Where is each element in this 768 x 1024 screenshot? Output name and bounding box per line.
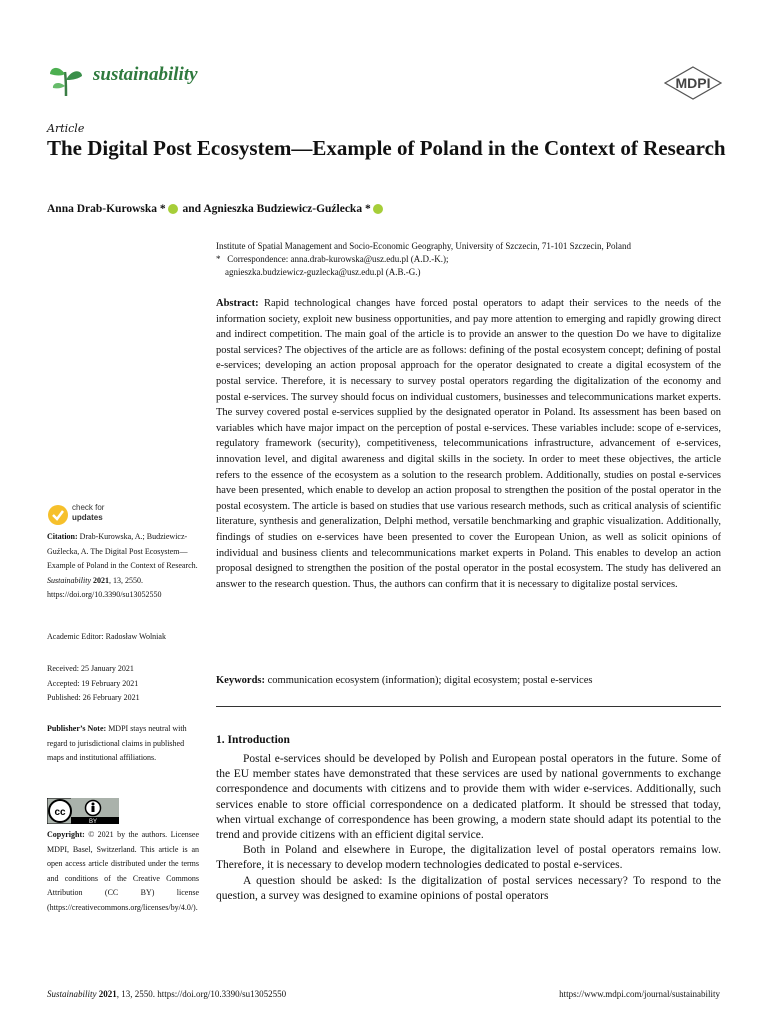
check-updates-line1: check for: [72, 503, 105, 512]
cc-by-license-icon[interactable]: [47, 798, 119, 824]
copyright-label: Copyright:: [47, 830, 85, 839]
correspondence-line: agnieszka.budziewicz-guzlecka@usz.edu.pl (A.B.-G.): [225, 267, 421, 277]
check-updates-icon: [47, 504, 69, 526]
keywords-label: Keywords:: [216, 675, 265, 686]
publisher-label: MDPI: [675, 75, 711, 91]
check-updates-line2: updates: [72, 513, 103, 522]
accepted-date: Accepted: 19 February 2021: [47, 678, 139, 688]
article-type: Article: [47, 122, 85, 135]
footer-year: 2021: [98, 989, 117, 999]
footer-journal: Sustainability: [47, 989, 97, 999]
citation-text: Drab-Kurowska, A.; Budziewicz-Guźlecka, A. The Digital Post Ecosystem—Example of Poland in the Context of Research.: [47, 532, 198, 570]
introduction-body: [216, 752, 721, 904]
citation-label: Citation:: [47, 532, 78, 541]
paragraph: Both in Poland and elsewhere in Europe, the digitalization level of postal operators remains low. Therefore, it is necessary to develop modern technologies dedicated to postal e-services.: [216, 844, 721, 872]
citation-volume: , 13, 2550.: [109, 575, 143, 585]
journal-name[interactable]: sustainability: [93, 64, 198, 85]
orcid-icon[interactable]: [373, 204, 383, 214]
abstract-label: Abstract:: [216, 298, 259, 309]
section-heading: 1. Introduction: [216, 734, 290, 746]
affiliation: Institute of Spatial Management and Socio-Economic Geography, University of Szczecin, 71-101 Szczecin, Poland: [216, 241, 632, 251]
footer-journal-url[interactable]: https://www.mdpi.com/journal/sustainability: [559, 989, 720, 999]
keywords: [216, 675, 721, 686]
author-separator: and: [182, 203, 202, 215]
received-date: Received: 25 January 2021: [47, 664, 134, 673]
orcid-icon[interactable]: [168, 204, 178, 214]
author-name[interactable]: Anna Drab-Kurowska *: [47, 203, 166, 215]
correspondence-star: *: [216, 254, 221, 264]
copyright-block: [47, 828, 199, 915]
academic-editor: Academic Editor: Radosław Wolniak: [47, 632, 166, 641]
publisher-note-text: MDPI stays neutral with regard to jurisdictional claims in published maps and institutional affiliations.: [47, 724, 187, 762]
author-name[interactable]: Agnieszka Budziewicz-Guźlecka *: [203, 203, 371, 215]
article-title: The Digital Post Ecosystem—Example of Poland in the Context of Research: [47, 136, 726, 160]
published-date: Published: 26 February 2021: [47, 693, 140, 702]
copyright-text: © 2021 by the authors. Licensee MDPI, Basel, Switzerland. This article is an open access article distributed under the terms and conditions of the Creative Commons Attribution (CC BY) license (https://creativecommons.org/licenses/by/4.0/).: [47, 830, 200, 912]
footer-doi[interactable]: , 13, 2550. https://doi.org/10.3390/su13052550: [116, 989, 287, 999]
section-divider: [216, 706, 721, 707]
publisher-note: [47, 722, 199, 766]
author-list: [47, 203, 385, 215]
footer-citation: [47, 989, 286, 999]
correspondence: [216, 253, 448, 265]
paragraph: Postal e-services should be developed by Polish and European postal operators in the future. Some of the EU member states have demonstrated that these services are used by national governments to exchange correspondence and documents with citizens and to provide them with wider e-services. Additionally, such services enable to store official correspondence on a dedicated platform. It should be stressed that today, when virtual exchange of correspondence has been growing, a modern state should adapt its potential to the trend and provide citizens with an efficient digital service.: [216, 753, 721, 842]
abstract: [216, 296, 721, 592]
citation-journal: Sustainability: [47, 575, 91, 585]
keywords-text: communication ecosystem (information); digital ecosystem; postal e-services: [267, 675, 593, 686]
paragraph: A question should be asked: Is the digitalization of postal services necessary? To respond to the question, a survey was designed to examine opinions of postal operators: [216, 874, 721, 902]
cc-by-label: BY: [88, 819, 98, 824]
check-for-updates-button[interactable]: [47, 502, 147, 528]
dates-block: [47, 662, 199, 706]
citation-year: 2021: [93, 575, 109, 585]
svg-text:cc: cc: [54, 807, 66, 818]
citation-doi-link[interactable]: https://doi.org/10.3390/su13052550: [47, 590, 162, 599]
correspondence-line: Correspondence: anna.drab-kurowska@usz.edu.pl (A.D.-K.);: [227, 254, 449, 264]
publisher-note-label: Publisher’s Note:: [47, 724, 107, 733]
sustainability-logo-icon: [48, 58, 84, 98]
mdpi-logo-icon[interactable]: [664, 66, 722, 100]
abstract-text: Rapid technological changes have forced postal operators to adapt their services to the needs of the information society, exploit new business opportunities, and pay more attention to emerging and rapidly growing direct and indirect competition. The main goal of the article is to provide an answer to the question Do we have to digitalize postal services? The objectives of the article are as follows: defining of the postal ecosystem concept; defining of postal e-services; developing an action proposal approach for the operator designated to create a digital ecosystem of the postal service. Therefore, it is necessary to survey postal operators regarding the digitalization of the economy and postal e-services. The survey should focus on individual customers, businesses and telecommunications market experts. The survey covered postal e-services supplied by the designated operator in Poland. Its assessment has been based on variables which have major impact on the perception of postal e-services. These variables include: scope of e-services, regulatory framework (security), competitiveness, telecommunications infrastructure, advancement of e-services, innovation level, and digital awareness and digital skills in the society. In order to meet these objectives, the article refers to the essence of the ecosystem as a solution to the research problem. Additionally, studies on postal e-services have been presented, which enable to develop an action proposal to strengthen the position of the postal operator in the postal ecosystem. The article is based on studies that use various research methods, such as critical analysis of scientific literature, synthesis and generalization, Delphi method, versatile benchmarking and graphic visualization. Additionally, findings of studies on e-services have been presented to cover the European Union, as well as solicit opinions of individual and business clients and telecommunications market experts in Poland. This enables to develop an action proposal designed to strengthen the position of the postal operator in the postal ecosystem. The study has delivered an answer to the research question. Thus, the authors can confirm that it is necessary to digitalize postal services.: [216, 298, 721, 590]
citation-block: [47, 530, 199, 603]
